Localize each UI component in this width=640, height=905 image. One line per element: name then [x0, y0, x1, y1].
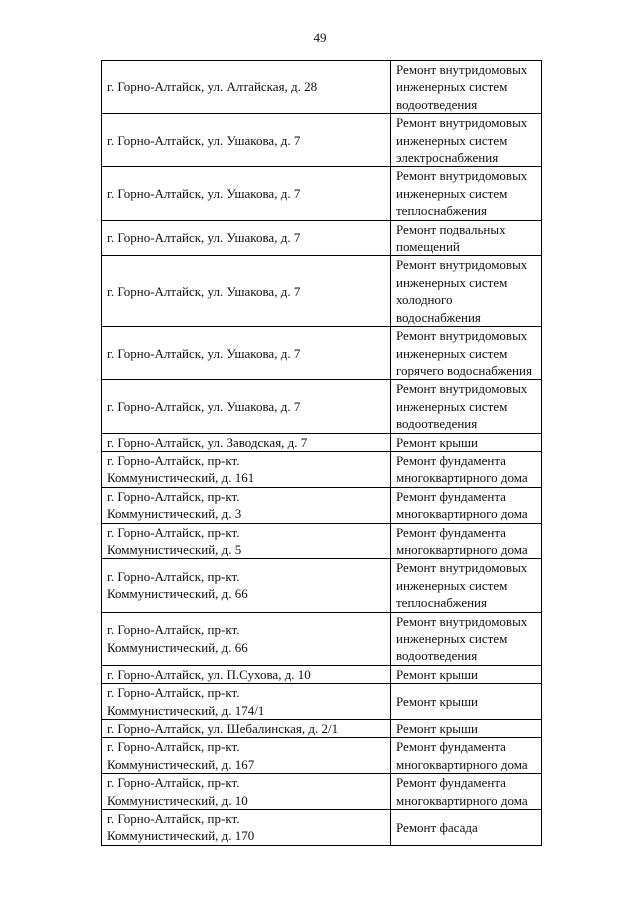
- work-cell: [391, 559, 542, 612]
- table-row: [102, 451, 542, 487]
- address-cell-line: Коммунистический, д. 10: [107, 792, 248, 808]
- address-cell-line: г. Горно-Алтайск, ул. Ушакова, д. 7: [107, 132, 301, 148]
- work-cell-line: Ремонт внутридомовых: [396, 257, 528, 273]
- table-row: [102, 684, 542, 720]
- work-cell-line: инженерных систем: [396, 345, 508, 361]
- work-cell-line: Ремонт внутридомовых: [396, 560, 528, 576]
- work-cell: [391, 256, 542, 327]
- work-cell-line: горячего водоснабжения: [396, 362, 532, 378]
- work-cell-line: инженерных систем: [396, 577, 508, 593]
- address-cell-line: Коммунистический, д. 66: [107, 639, 248, 655]
- table-row: [102, 810, 542, 846]
- page-number: 49: [313, 30, 327, 45]
- address-cell-line: Коммунистический, д. 5: [107, 541, 242, 557]
- work-cell: [391, 612, 542, 665]
- table-row: [102, 114, 542, 167]
- address-cell: [102, 720, 391, 738]
- work-cell-line: теплоснабжения: [396, 203, 487, 219]
- work-cell: [391, 114, 542, 167]
- work-cell-line: многоквартирного дома: [396, 541, 528, 557]
- work-cell-line: теплоснабжения: [396, 595, 487, 611]
- table-row: [102, 167, 542, 220]
- work-cell: [391, 220, 542, 256]
- address-cell-line: г. Горно-Алтайск, ул. Шебалинская, д. 2/1: [107, 721, 339, 737]
- work-cell: [391, 380, 542, 433]
- address-cell-line: Коммунистический, д. 167: [107, 756, 255, 772]
- address-cell: [102, 114, 391, 167]
- work-cell-line: Ремонт крыши: [396, 666, 478, 682]
- address-cell-line: г. Горно-Алтайск, ул. Заводская, д. 7: [107, 434, 308, 450]
- table-row: [102, 327, 542, 380]
- work-cell-line: многоквартирного дома: [396, 506, 528, 522]
- work-cell-line: инженерных систем: [396, 79, 508, 95]
- address-cell-line: г. Горно-Алтайск, пр-кт.: [107, 452, 240, 468]
- work-cell: [391, 433, 542, 451]
- work-cell-line: Ремонт подвальных: [396, 221, 506, 237]
- work-cell: [391, 810, 542, 846]
- address-cell-line: Коммунистический, д. 174/1: [107, 702, 265, 718]
- address-cell-line: г. Горно-Алтайск, пр-кт.: [107, 775, 240, 791]
- table-row: [102, 61, 542, 114]
- address-cell-line: г. Горно-Алтайск, ул. Ушакова, д. 7: [107, 230, 301, 246]
- address-cell: [102, 810, 391, 846]
- repair-table: [101, 60, 541, 846]
- table-row: [102, 665, 542, 683]
- work-cell-line: Ремонт фундамента: [396, 524, 506, 540]
- table-row: [102, 487, 542, 523]
- work-cell-line: многоквартирного дома: [396, 792, 528, 808]
- repair-table-grid: [101, 60, 542, 846]
- work-cell-line: Ремонт внутридомовых: [396, 115, 528, 131]
- table-row: [102, 523, 542, 559]
- address-cell: [102, 451, 391, 487]
- address-cell-line: г. Горно-Алтайск, ул. Ушакова, д. 7: [107, 283, 301, 299]
- work-cell-line: Ремонт крыши: [396, 693, 478, 709]
- work-cell-line: инженерных систем: [396, 132, 508, 148]
- work-cell-line: водоотведения: [396, 96, 478, 112]
- address-cell-line: г. Горно-Алтайск, ул. Ушакова, д. 7: [107, 185, 301, 201]
- address-cell-line: г. Горно-Алтайск, пр-кт.: [107, 739, 240, 755]
- work-cell-line: водоотведения: [396, 416, 478, 432]
- work-cell-line: многоквартирного дома: [396, 756, 528, 772]
- work-cell-line: Ремонт внутридомовых: [396, 328, 528, 344]
- table-body: [102, 61, 542, 846]
- address-cell: [102, 380, 391, 433]
- table-row: [102, 559, 542, 612]
- address-cell-line: г. Горно-Алтайск, пр-кт.: [107, 685, 240, 701]
- work-cell: [391, 487, 542, 523]
- work-cell: [391, 684, 542, 720]
- address-cell: [102, 559, 391, 612]
- work-cell: [391, 665, 542, 683]
- work-cell: [391, 523, 542, 559]
- work-cell-line: Ремонт внутридомовых: [396, 168, 528, 184]
- work-cell-line: инженерных систем: [396, 398, 508, 414]
- work-cell-line: водоотведения: [396, 648, 478, 664]
- address-cell: [102, 612, 391, 665]
- work-cell-line: помещений: [396, 239, 460, 255]
- work-cell-line: Ремонт внутридомовых: [396, 62, 528, 77]
- address-cell-line: г. Горно-Алтайск, ул. П.Сухова, д. 10: [107, 666, 311, 682]
- work-cell-line: Ремонт крыши: [396, 721, 478, 737]
- work-cell-line: Ремонт фундамента: [396, 488, 506, 504]
- work-cell: [391, 738, 542, 774]
- address-cell-line: г. Горно-Алтайск, пр-кт.: [107, 622, 240, 638]
- table-row: [102, 256, 542, 327]
- address-cell: [102, 684, 391, 720]
- address-cell-line: г. Горно-Алтайск, пр-кт.: [107, 524, 240, 540]
- address-cell: [102, 774, 391, 810]
- address-cell: [102, 327, 391, 380]
- address-cell: [102, 256, 391, 327]
- work-cell-line: Ремонт фундамента: [396, 775, 506, 791]
- work-cell-line: Ремонт фундамента: [396, 739, 506, 755]
- work-cell: [391, 451, 542, 487]
- address-cell-line: г. Горно-Алтайск, пр-кт.: [107, 569, 240, 585]
- work-cell-line: инженерных систем: [396, 631, 508, 646]
- address-cell-line: Коммунистический, д. 170: [107, 828, 255, 844]
- address-cell: [102, 433, 391, 451]
- address-cell-line: г. Горно-Алтайск, ул. Ушакова, д. 7: [107, 345, 301, 361]
- address-cell: [102, 738, 391, 774]
- address-cell: [102, 61, 391, 114]
- work-cell-line: Ремонт внутридомовых: [396, 381, 528, 397]
- table-row: [102, 720, 542, 738]
- table-row: [102, 738, 542, 774]
- address-cell-line: Коммунистический, д. 161: [107, 470, 255, 486]
- address-cell-line: Коммунистический, д. 3: [107, 506, 242, 522]
- work-cell: [391, 720, 542, 738]
- work-cell-line: инженерных систем: [396, 274, 508, 290]
- table-row: [102, 612, 542, 665]
- work-cell: [391, 167, 542, 220]
- address-cell: [102, 665, 391, 683]
- work-cell-line: Ремонт фасада: [396, 819, 478, 835]
- work-cell-line: многоквартирного дома: [396, 470, 528, 486]
- work-cell: [391, 774, 542, 810]
- address-cell-line: г. Горно-Алтайск, пр-кт.: [107, 488, 240, 504]
- address-cell-line: г. Горно-Алтайск, пр-кт.: [107, 811, 240, 827]
- work-cell-line: инженерных систем: [396, 185, 508, 201]
- address-cell: [102, 523, 391, 559]
- work-cell-line: холодного водоснабжения: [396, 292, 481, 325]
- address-cell: [102, 167, 391, 220]
- address-cell-line: г. Горно-Алтайск, ул. Алтайская, д. 28: [107, 79, 318, 95]
- work-cell-line: Ремонт крыши: [396, 434, 478, 450]
- work-cell: [391, 61, 542, 114]
- work-cell: [391, 327, 542, 380]
- work-cell-line: Ремонт фундамента: [396, 452, 506, 468]
- table-row: [102, 220, 542, 256]
- address-cell: [102, 220, 391, 256]
- work-cell-line: Ремонт внутридомовых: [396, 613, 528, 629]
- address-cell-line: г. Горно-Алтайск, ул. Ушакова, д. 7: [107, 398, 301, 414]
- table-row: [102, 774, 542, 810]
- table-row: [102, 380, 542, 433]
- table-row: [102, 433, 542, 451]
- address-cell-line: Коммунистический, д. 66: [107, 586, 248, 602]
- work-cell-line: электроснабжения: [396, 150, 499, 166]
- address-cell: [102, 487, 391, 523]
